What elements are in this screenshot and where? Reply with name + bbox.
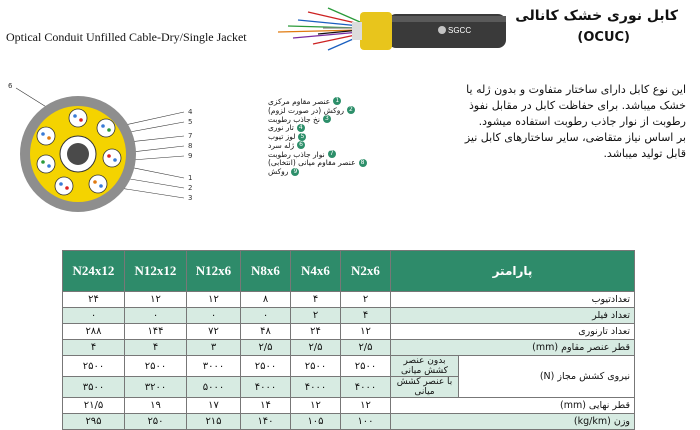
- brand-label: SGCC: [448, 26, 472, 35]
- col-header: N12x6: [187, 251, 241, 292]
- row-label: تعداد فیلر: [391, 308, 635, 324]
- table-cell: ۴۸: [241, 324, 291, 340]
- table-cell: ۱۷: [187, 398, 241, 414]
- legend-item: [268, 115, 378, 124]
- table-cell: ۳۲۰۰: [125, 377, 187, 398]
- legend-number: 1: [333, 97, 341, 105]
- param-header: پارامتر: [391, 251, 635, 292]
- table-cell: ۲۹۵: [63, 414, 125, 430]
- table-cell: ۲۱/۵: [63, 398, 125, 414]
- table-cell: ۴: [63, 340, 125, 356]
- col-header: N24x12: [63, 251, 125, 292]
- legend-number: 7: [328, 150, 336, 158]
- legend-number: 8: [359, 159, 367, 167]
- callout-5: 5: [188, 118, 193, 126]
- table-cell: ۳: [187, 340, 241, 356]
- legend-label: عنصر مقاوم مرکزی: [268, 96, 331, 106]
- table-cell: ۲/۵: [241, 340, 291, 356]
- legend-label: نوار جاذب رطوبت: [268, 149, 325, 159]
- water-blocking-tape: [360, 12, 392, 50]
- legend-label: تار نوری: [268, 123, 294, 133]
- table-cell: ۴: [341, 308, 391, 324]
- table-cell: ۳۵۰۰: [63, 377, 125, 398]
- legend-label: عنصر مقاوم میانی (انتخابی): [268, 158, 356, 168]
- table-cell: ۵۰۰۰: [187, 377, 241, 398]
- table-cell: ۳۰۰۰: [187, 356, 241, 377]
- table-cell: ۴: [125, 340, 187, 356]
- table-cell: ۰: [241, 308, 291, 324]
- cable-illustration: [268, 4, 508, 56]
- cable-core: [352, 22, 362, 40]
- legend-number: 3: [323, 115, 331, 123]
- table-cell: ۰: [125, 308, 187, 324]
- callout-8: 8: [188, 142, 193, 150]
- fiber-strands: [278, 8, 360, 50]
- table-cell: ۱۴۴: [125, 324, 187, 340]
- row-label: تعدادتیوب: [391, 292, 635, 308]
- legend-label: ژله سرد: [268, 140, 295, 150]
- description-paragraph-1: این نوع کابل دارای ساختار متفاوت و بدون ژله یا خشک میباشد. برای حفاظت کابل در مقابل نفوذ رطوبت از نوار جاذب رطوبت استفاده میشود.: [466, 83, 686, 128]
- table-cell: ۱۲: [187, 292, 241, 308]
- table-cell: ۴۰۰۰: [241, 377, 291, 398]
- component-legend: [268, 97, 378, 176]
- callout-7: 7: [188, 132, 193, 140]
- table-cell: ۱۲: [291, 398, 341, 414]
- legend-number: 5: [298, 133, 306, 141]
- table-cell: ۸: [241, 292, 291, 308]
- table-row: [63, 308, 635, 324]
- table-cell: ۴۰۰۰: [291, 377, 341, 398]
- table-cell: ۱۰۵: [291, 414, 341, 430]
- table-row: [63, 414, 635, 430]
- table-cell: ۰: [187, 308, 241, 324]
- legend-label: روکش (در صورت لزوم): [268, 105, 344, 115]
- table-cell: ۲: [341, 292, 391, 308]
- table-header-row: [63, 251, 635, 292]
- table-cell: ۱۹: [125, 398, 187, 414]
- table-cell: ۷۲: [187, 324, 241, 340]
- table-row: [63, 340, 635, 356]
- legend-item: [268, 132, 378, 141]
- callout-1: 1: [188, 174, 193, 182]
- legend-item: [268, 106, 378, 115]
- callout-3: 3: [188, 194, 193, 202]
- col-header: N12x12: [125, 251, 187, 292]
- description-paragraph-2: بر اساس نیاز متقاضی، سایر ساختارهای کابل نیز قابل تولید میباشد.: [464, 131, 686, 160]
- table-cell: ۲۴: [63, 292, 125, 308]
- legend-item: [268, 167, 378, 176]
- legend-label: نخ جاذب رطوبت: [268, 114, 320, 124]
- table-cell: ۲: [291, 308, 341, 324]
- table-cell: ۲/۵: [291, 340, 341, 356]
- table-cell: ۲۵۰۰: [241, 356, 291, 377]
- table-cell: ۴۰۰۰: [341, 377, 391, 398]
- table-cell: ۱۰۰: [341, 414, 391, 430]
- persian-title: کابل نوری خشک کانالی: [515, 8, 678, 24]
- table-row: [63, 324, 635, 340]
- callout-9: 9: [188, 152, 193, 160]
- row-label: قطر عنصر مقاوم (mm): [391, 340, 635, 356]
- callout-2: 2: [188, 184, 193, 192]
- legend-number: 2: [347, 106, 355, 114]
- description: [456, 82, 686, 162]
- table-cell: ۱۴: [241, 398, 291, 414]
- callout-6: 6: [8, 82, 13, 90]
- table-cell: ۲۸۸: [63, 324, 125, 340]
- legend-item: [268, 141, 378, 150]
- col-header: N4x6: [291, 251, 341, 292]
- table-cell: ۱۲: [341, 324, 391, 340]
- table-cell: ۱۲: [341, 398, 391, 414]
- table-row: [63, 398, 635, 414]
- table-cell: ۰: [63, 308, 125, 324]
- table-cell: ۲۵۰۰: [63, 356, 125, 377]
- table-row: [63, 292, 635, 308]
- table-cell: ۲۵۰۰: [341, 356, 391, 377]
- table-row: [63, 356, 635, 377]
- english-title: Optical Conduit Unfilled Cable-Dry/Single Jacket: [6, 30, 247, 44]
- sub-row-label: با عنصر کشش میانی: [391, 377, 459, 398]
- table-cell: ۲۴: [291, 324, 341, 340]
- table-cell: ۲/۵: [341, 340, 391, 356]
- cable-cross-section: [2, 74, 242, 214]
- legend-item: [268, 123, 378, 132]
- row-label: قطر نهایی (mm): [391, 398, 635, 414]
- legend-label: لوز تیوب: [268, 132, 296, 142]
- legend-item: [268, 159, 378, 168]
- table-cell: ۲۱۵: [187, 414, 241, 430]
- legend-number: 4: [297, 124, 305, 132]
- table-cell: ۱۴۰: [241, 414, 291, 430]
- spec-table: [62, 250, 635, 430]
- table-cell: ۴: [291, 292, 341, 308]
- legend-label: روکش: [268, 167, 289, 177]
- legend-item: [268, 97, 378, 106]
- legend-item: [268, 150, 378, 159]
- row-label: تعداد تارنوری: [391, 324, 635, 340]
- row-label: وزن (kg/km): [391, 414, 635, 430]
- table-cell: ۲۵۰۰: [291, 356, 341, 377]
- table-cell: ۲۵۰: [125, 414, 187, 430]
- table-cell: ۱۲: [125, 292, 187, 308]
- legend-number: 9: [291, 168, 299, 176]
- callout-4: 4: [188, 108, 193, 116]
- abbreviation: (OCUC): [577, 30, 630, 45]
- legend-number: 6: [297, 141, 305, 149]
- col-header: N8x6: [241, 251, 291, 292]
- col-header: N2x6: [341, 251, 391, 292]
- sub-row-label: بدون عنصر کشش میانی: [391, 356, 459, 377]
- row-label: نیروی کشش مجاز (N): [459, 356, 635, 398]
- table-cell: ۲۵۰۰: [125, 356, 187, 377]
